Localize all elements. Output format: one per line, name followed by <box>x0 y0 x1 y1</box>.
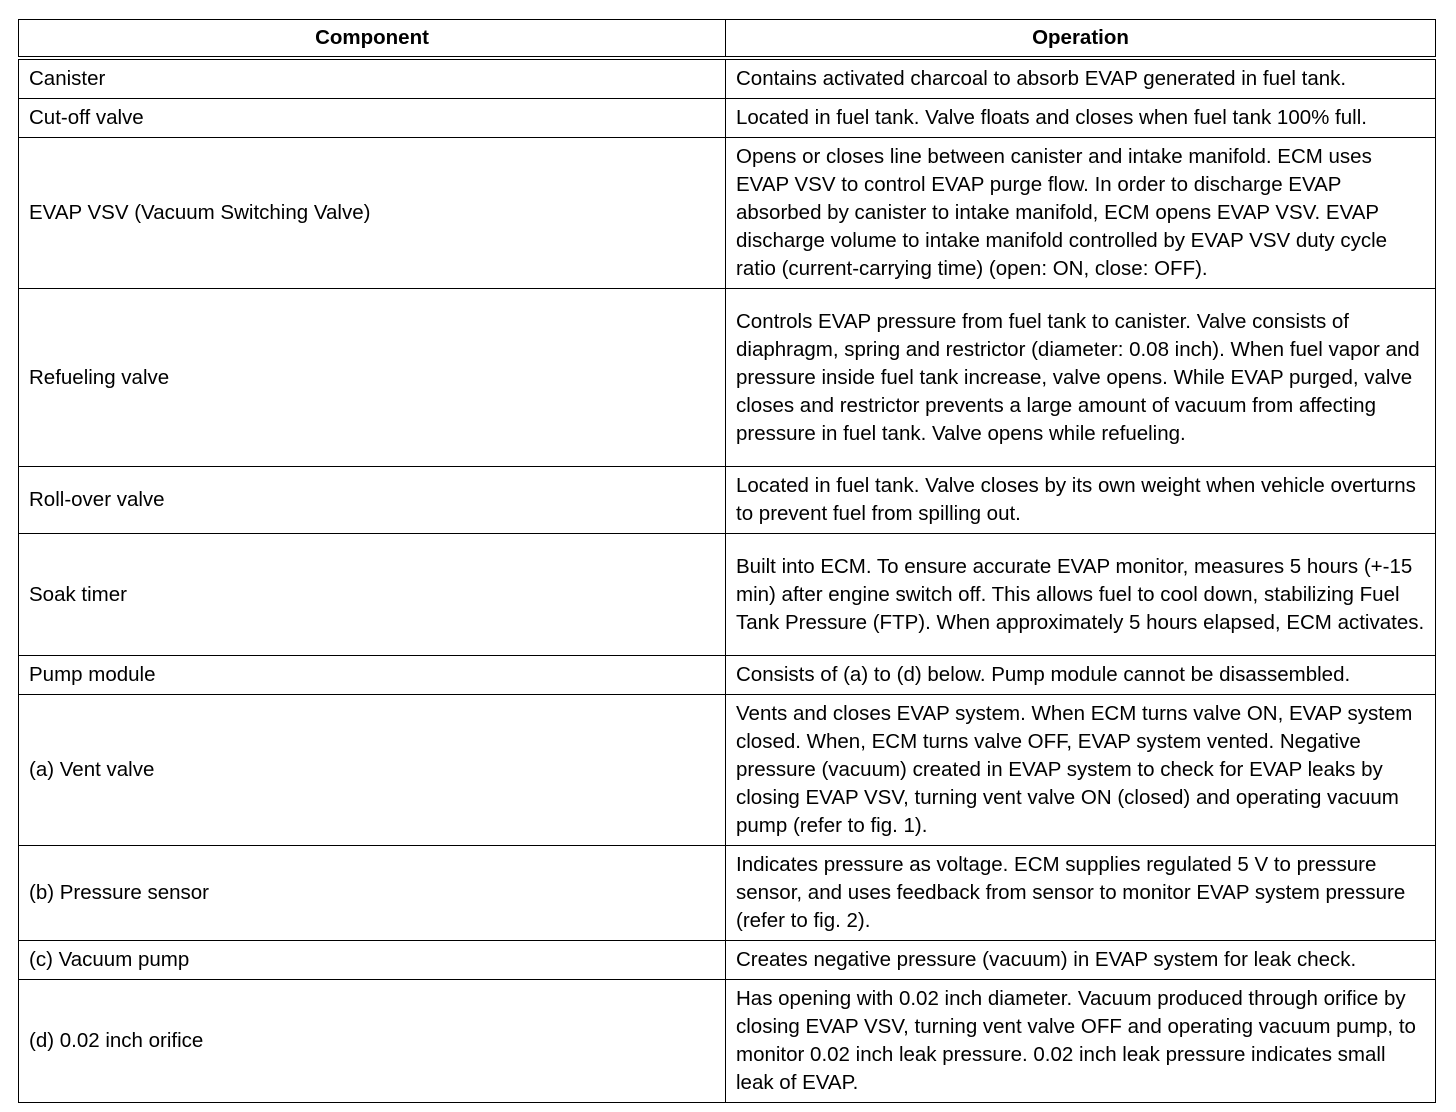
operation-cell: Built into ECM. To ensure accurate EVAP monitor, measures 5 hours (+-15 min) after engine switch off. This allows fuel to cool down, stabilizing Fuel Tank Pressure (FTP). When approximately 5 hours elapsed, ECM activates. <box>726 534 1436 656</box>
component-cell: (b) Pressure sensor <box>19 846 726 941</box>
component-cell: Pump module <box>19 656 726 695</box>
table-row <box>19 467 1436 534</box>
operation-cell: Located in fuel tank. Valve floats and closes when fuel tank 100% full. <box>726 99 1436 138</box>
operation-cell: Controls EVAP pressure from fuel tank to canister. Valve consists of diaphragm, spring and restrictor (diameter: 0.08 inch). When fuel vapor and pressure inside fuel tank increase, valve opens. While EVAP purged, valve closes and restrictor prevents a large amount of vacuum from affecting pressure in fuel tank. Valve opens while refueling. <box>726 289 1436 467</box>
table-row <box>19 941 1436 980</box>
operation-cell: Consists of (a) to (d) below. Pump module cannot be disassembled. <box>726 656 1436 695</box>
component-cell: Soak timer <box>19 534 726 656</box>
operation-cell: Contains activated charcoal to absorb EVAP generated in fuel tank. <box>726 58 1436 99</box>
operation-cell: Has opening with 0.02 inch diameter. Vacuum produced through orifice by closing EVAP VSV, turning vent valve OFF and operating vacuum pump, to monitor 0.02 inch leak pressure. 0.02 inch leak pressure indicates small leak of EVAP. <box>726 980 1436 1103</box>
component-cell: Refueling valve <box>19 289 726 467</box>
component-cell: EVAP VSV (Vacuum Switching Valve) <box>19 138 726 289</box>
component-cell: (a) Vent valve <box>19 695 726 846</box>
component-cell: (d) 0.02 inch orifice <box>19 980 726 1103</box>
table-row <box>19 656 1436 695</box>
component-cell: Cut-off valve <box>19 99 726 138</box>
evap-components-table <box>18 19 1436 1103</box>
operation-cell: Vents and closes EVAP system. When ECM turns valve ON, EVAP system closed. When, ECM turns valve OFF, EVAP system vented. Negative pressure (vacuum) created in EVAP system to check for EVAP leaks by closing EVAP VSV, turning vent valve ON (closed) and operating vacuum pump (refer to fig. 1). <box>726 695 1436 846</box>
component-cell: (c) Vacuum pump <box>19 941 726 980</box>
table-row <box>19 534 1436 656</box>
table-row <box>19 980 1436 1103</box>
table-row <box>19 138 1436 289</box>
header-component: Component <box>19 20 726 59</box>
header-row <box>19 20 1436 59</box>
header-operation: Operation <box>726 20 1436 59</box>
table-row <box>19 289 1436 467</box>
component-cell: Canister <box>19 58 726 99</box>
operation-cell: Creates negative pressure (vacuum) in EVAP system for leak check. <box>726 941 1436 980</box>
operation-cell: Opens or closes line between canister and intake manifold. ECM uses EVAP VSV to control EVAP purge flow. In order to discharge EVAP absorbed by canister to intake manifold, ECM opens EVAP VSV. EVAP discharge volume to intake manifold controlled by EVAP VSV duty cycle ratio (current-carrying time) (open: ON, close: OFF). <box>726 138 1436 289</box>
table-row <box>19 99 1436 138</box>
table-row <box>19 695 1436 846</box>
operation-cell: Located in fuel tank. Valve closes by its own weight when vehicle overturns to prevent fuel from spilling out. <box>726 467 1436 534</box>
component-cell: Roll-over valve <box>19 467 726 534</box>
operation-cell: Indicates pressure as voltage. ECM supplies regulated 5 V to pressure sensor, and uses feedback from sensor to monitor EVAP system pressure (refer to fig. 2). <box>726 846 1436 941</box>
table-row <box>19 846 1436 941</box>
table-row <box>19 58 1436 99</box>
